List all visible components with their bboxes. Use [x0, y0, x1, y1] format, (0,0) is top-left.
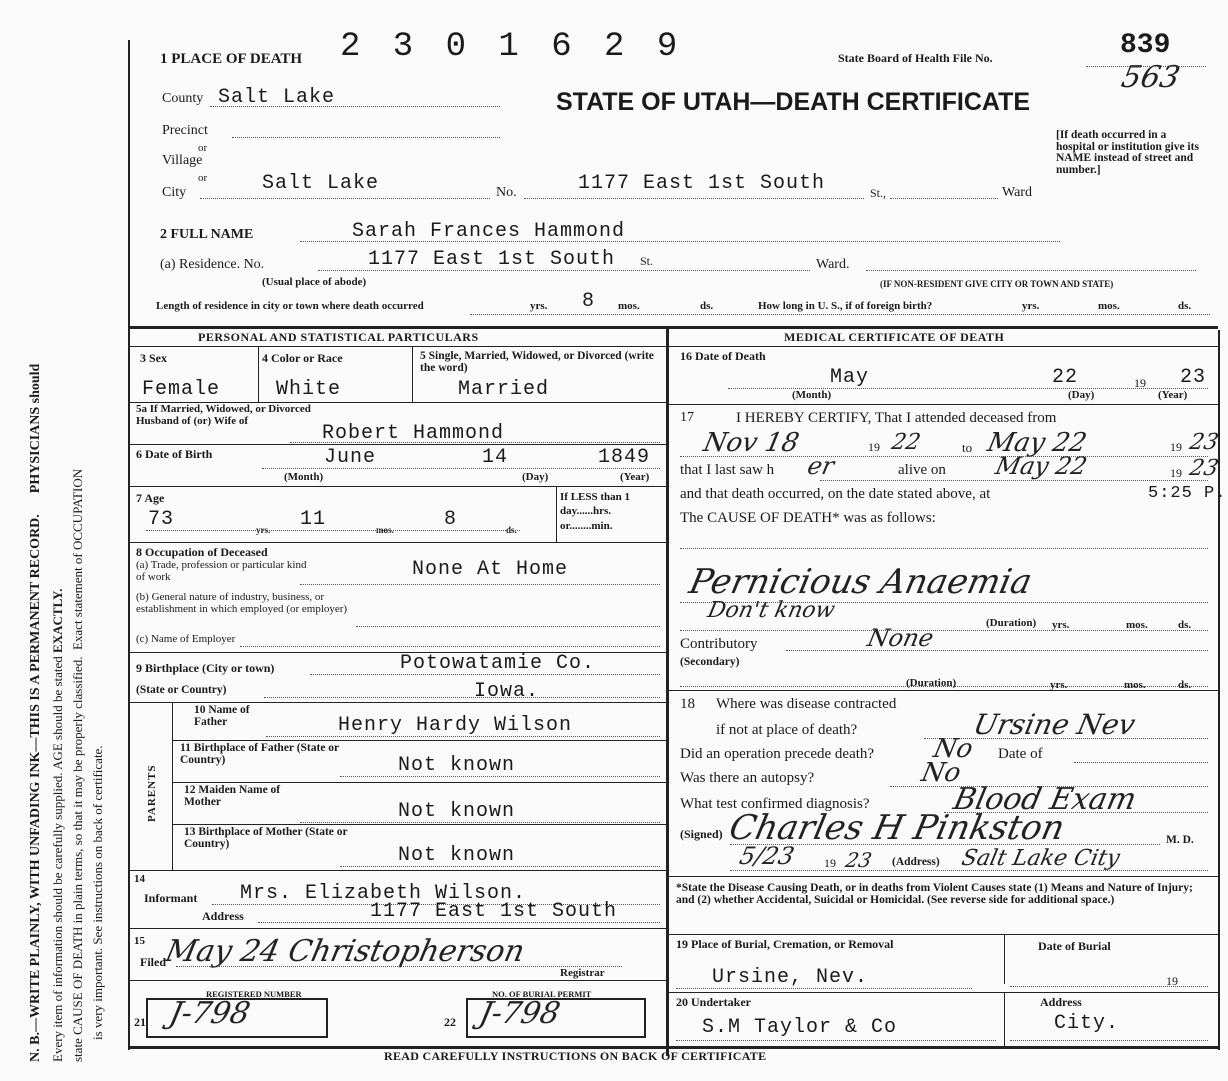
occupation-a-label: (a) Trade, profession or particular kind of work: [136, 559, 307, 583]
section-top-rule: [128, 326, 1218, 329]
how-long-us-label: How long in U. S., if of foreign birth?: [758, 300, 933, 312]
sex-label: 3 Sex: [140, 351, 167, 365]
margin-note-3b-text: Exact statement of OCCUPATION: [70, 468, 85, 651]
cause-yrs-label: yrs.: [1052, 619, 1070, 631]
margin-note-4: [90, 745, 106, 1040]
where-contracted-label-2: if not at place of death?: [716, 722, 858, 738]
alive-year: 23: [1187, 456, 1221, 481]
margin-note-3: [70, 469, 86, 1062]
death-day-caption: (Day): [1068, 389, 1095, 401]
margin-note-2b-text: EXACTLY.: [50, 588, 65, 653]
personal-section-title: PERSONAL AND STATISTICAL PARTICULARS: [198, 330, 479, 344]
to-label: to: [962, 440, 973, 455]
left-border: [128, 40, 130, 1050]
dob-year: 1849: [598, 446, 651, 469]
contrib-yrs-label: yrs.: [1050, 679, 1068, 691]
birthplace-label: 9 Birthplace (City or town): [136, 661, 275, 675]
birthplace-city: Potowatamie Co.: [400, 652, 596, 675]
burial-permit-label: NO. OF BURIAL PERMIT: [492, 989, 592, 999]
spouse-value: Robert Hammond: [322, 422, 505, 445]
contributory-label: Contributory: [680, 636, 758, 652]
operation-date-label: Date of: [998, 746, 1043, 762]
or-label-2: or: [198, 172, 208, 184]
md-label: M. D.: [1166, 834, 1194, 846]
length-mos-label: mos.: [618, 300, 640, 312]
informant-address-value: 1177 East 1st South: [370, 900, 618, 923]
undertaker-label: 20 Undertaker: [676, 995, 751, 1009]
cause-mos-label: mos.: [1126, 619, 1148, 631]
registered-number-prefix: 21: [134, 1015, 146, 1029]
autopsy-value: No: [918, 758, 964, 788]
length-residence-label: Length of residence in city or town where death occurred: [156, 300, 424, 312]
last-saw-pronoun: er: [805, 452, 837, 480]
residence-ward-label: Ward.: [816, 257, 850, 272]
color-race-value: White: [276, 378, 342, 401]
birthplace-state-label: (State or Country): [136, 684, 227, 696]
contributory-value: None: [865, 624, 937, 652]
mother-birthplace-label: 13 Birthplace of Mother (State or Country): [184, 826, 348, 851]
secondary-label: (Secondary): [680, 656, 740, 668]
precinct-label: Precinct: [162, 123, 208, 138]
burial-year-prefix: 19: [1166, 974, 1178, 988]
spouse-label: 5a If Married, Widowed, or Divorced Husband of (or) Wife of: [136, 403, 311, 427]
date-of-death-label: 16 Date of Death: [680, 349, 766, 363]
dob-label: 6 Date of Birth: [136, 447, 213, 461]
registered-number-label: REGISTERED NUMBER: [206, 989, 302, 999]
medical-section-title: MEDICAL CERTIFICATE OF DEATH: [784, 330, 1005, 344]
father-name-value: Henry Hardy Wilson: [338, 714, 573, 737]
cause-ds-label: ds.: [1178, 619, 1192, 631]
age-label: 7 Age: [136, 491, 165, 505]
center-divider: [666, 326, 669, 1056]
signed-label: (Signed): [680, 827, 723, 841]
mother-name-label: 12 Maiden Name of Mother: [184, 784, 281, 809]
less-than-day-label: If LESS than 1 day......hrs. or........min.: [560, 491, 631, 532]
us-ds-label: ds.: [1178, 300, 1192, 312]
death-occurred-label: and that death occurred, on the date stated above, at: [680, 486, 991, 502]
death-month: May: [830, 366, 870, 389]
dob-month: June: [324, 446, 377, 469]
length-years-value: 8: [582, 290, 596, 313]
county-label: County: [162, 91, 204, 106]
to-year-prefix: 19: [1170, 440, 1182, 454]
alive-on-label: alive on: [898, 462, 946, 478]
sex-value: Female: [142, 378, 221, 401]
physician-signature: Charles H Pinkston: [725, 808, 1069, 848]
dob-year-caption: (Year): [620, 471, 650, 483]
mother-birthplace-value: Not known: [398, 844, 516, 867]
signed-year: 23: [843, 848, 875, 872]
from-year-prefix: 19: [868, 440, 880, 454]
informant-value: Mrs. Elizabeth Wilson.: [240, 882, 527, 905]
margin-note-4-text: is very important. See instructions on back of certificate.: [90, 745, 105, 1040]
father-birthplace-label: 11 Birthplace of Father (State or Country): [180, 742, 339, 767]
filed-label: Filed: [140, 955, 166, 969]
age-mos-caption: mos.: [376, 525, 394, 535]
margin-note-2: [50, 589, 66, 1063]
where-contracted-label: Where was disease contracted: [716, 696, 897, 712]
city-label: City: [162, 185, 187, 200]
burial-place-value: Ursine, Nev.: [712, 966, 869, 989]
city-value: Salt Lake: [262, 172, 380, 195]
certify-number: 17: [680, 410, 694, 425]
margin-note-3-text: state CAUSE OF DEATH in plain terms, so that it may be properly classified.: [70, 656, 85, 1062]
length-yrs-label: yrs.: [530, 300, 548, 312]
margin-note-1: [28, 364, 44, 1062]
filed-signature: May 24 Christopherson: [162, 934, 528, 969]
informant-number: 14: [134, 873, 145, 885]
where-contracted-value: Ursine Nev: [970, 708, 1139, 741]
attended-to-year: 23: [1187, 430, 1221, 455]
occupation-label: 8 Occupation of Deceased: [136, 545, 268, 559]
margin-note-2-text: Every item of information should be carefully supplied. AGE should be stated: [50, 656, 65, 1062]
occupation-c-label: (c) Name of Employer: [136, 633, 236, 645]
contrib-ds-label: ds.: [1178, 679, 1192, 691]
cause-footnote: *State the Disease Causing Death, or in deaths from Violent Causes state (1) Means and Nature of Injury; and (2) whether Accidental, Suicidal or Homicidal. (See reverse side for additional space.): [676, 882, 1193, 907]
informant-address-label: Address: [202, 909, 244, 923]
burial-place-label: 19 Place of Burial, Cremation, or Removal: [676, 937, 894, 951]
informant-label: Informant: [144, 891, 198, 905]
father-birthplace-value: Not known: [398, 754, 516, 777]
residence-st-label: St.: [640, 254, 654, 268]
certificate-title: STATE OF UTAH—DEATH CERTIFICATE: [556, 88, 1031, 116]
file-number: 839: [1120, 30, 1171, 61]
alive-on-date: May 22: [993, 452, 1090, 480]
physician-address-label: (Address): [892, 856, 940, 868]
q18-number: 18: [680, 696, 695, 712]
file-number-secondary: 563: [1118, 60, 1183, 95]
county-value: Salt Lake: [218, 86, 336, 109]
dob-day-caption: (Day): [522, 471, 549, 483]
last-saw-label: that I last saw h: [680, 462, 775, 478]
full-name-label: 2 FULL NAME: [160, 227, 254, 242]
age-months: 11: [300, 508, 327, 531]
contrib-mos-label: mos.: [1124, 679, 1146, 691]
burial-permit-value: J-798: [476, 996, 564, 1031]
age-ds-caption: ds.: [506, 525, 517, 535]
registrar-label: Registrar: [560, 967, 605, 979]
death-day: 22: [1052, 366, 1079, 389]
burial-date-label: Date of Burial: [1038, 939, 1111, 953]
street-address: 1177 East 1st South: [578, 172, 826, 195]
certify-text: I HEREBY CERTIFY, That I attended deceased from: [736, 410, 1057, 426]
operation-label: Did an operation precede death?: [680, 746, 875, 762]
undertaker-address-value: City.: [1054, 1012, 1120, 1035]
birthplace-state: Iowa.: [474, 680, 540, 703]
death-year-caption: (Year): [1158, 389, 1188, 401]
death-year-prefix: 19: [1134, 376, 1146, 390]
attended-to: May 22: [984, 428, 1090, 458]
undertaker-value: S.M Taylor & Co: [702, 1016, 898, 1039]
us-mos-label: mos.: [1098, 300, 1120, 312]
margin-note-1b-text: PHYSICIANS should: [28, 363, 43, 494]
signed-date: 5/23: [737, 842, 797, 870]
cause-duration-label: (Duration): [986, 617, 1037, 629]
dob-month-caption: (Month): [284, 471, 324, 483]
marital-status-value: Married: [458, 378, 550, 401]
death-time: 5:25 P.: [1148, 484, 1227, 503]
test-label: What test confirmed diagnosis?: [680, 796, 870, 812]
occupation-b-label: (b) General nature of industry, business, or establishment in which employed (or employer): [136, 591, 348, 615]
age-years: 73: [148, 508, 175, 531]
full-name-value: Sarah Frances Hammond: [352, 220, 626, 243]
file-no-label: State Board of Health File No.: [838, 51, 993, 65]
street-no-label: No.: [496, 185, 517, 200]
margin-note-1-text: N. B.—WRITE PLAINLY, WITH UNFADING INK—THIS IS A PERMANENT RECORD.: [28, 514, 43, 1062]
occupation-value: None At Home: [412, 558, 569, 581]
attended-from-year: 22: [889, 430, 923, 455]
parents-label: PARENTS: [146, 764, 158, 822]
death-month-caption: (Month): [792, 389, 832, 401]
st-label: St.,: [870, 186, 887, 200]
residence-label: (a) Residence. No.: [160, 257, 265, 272]
alive-year-prefix: 19: [1170, 466, 1182, 480]
residence-value: 1177 East 1st South: [368, 248, 616, 271]
non-resident-note: (IF NON-RESIDENT GIVE CITY OR TOWN AND STATE): [880, 279, 1114, 289]
autopsy-label: Was there an autopsy?: [680, 770, 815, 786]
us-yrs-label: yrs.: [1022, 300, 1040, 312]
test-value: Blood Exam: [950, 782, 1140, 817]
attended-from: Nov 18: [700, 428, 802, 458]
age-yrs-caption: yrs.: [256, 525, 271, 535]
age-days: 8: [444, 508, 458, 531]
certificate-number: 2 3 0 1 6 2 9: [340, 28, 684, 66]
hospital-note: [If death occurred in a hospital or institution give its NAME instead of street and number.]: [1056, 129, 1199, 176]
village-label: Village: [162, 153, 203, 168]
marital-status-label: 5 Single, Married, Widowed, or Divorced (write the word): [420, 350, 654, 375]
burial-permit-prefix: 22: [444, 1015, 456, 1029]
instructions-footer: READ CAREFULLY INSTRUCTIONS ON BACK OF CERTIFICATE: [384, 1049, 767, 1063]
cause-of-death-label: The CAUSE OF DEATH* was as follows:: [680, 510, 936, 526]
cause-duration-value: Don't know: [705, 598, 838, 623]
undertaker-address-label: Address: [1040, 995, 1082, 1009]
contributory-duration-label: (Duration): [906, 677, 957, 689]
signed-year-prefix: 19: [824, 856, 836, 870]
or-label-1: or: [198, 142, 208, 154]
usual-place-label: (Usual place of abode): [262, 276, 367, 288]
filed-number: 15: [134, 935, 145, 947]
father-name-label: 10 Name of Father: [194, 704, 250, 729]
registered-number-value: J-798: [166, 996, 254, 1031]
death-year: 23: [1180, 366, 1207, 389]
mother-name-value: Not known: [398, 800, 516, 823]
operation-value: No: [930, 734, 976, 764]
physician-address: Salt Lake City: [959, 846, 1122, 871]
cause-of-death-value: Pernicious Anaemia: [685, 562, 1036, 602]
length-ds-label: ds.: [700, 300, 714, 312]
ward-label: Ward: [1002, 185, 1032, 200]
place-of-death-label: 1 PLACE OF DEATH: [160, 51, 303, 67]
dob-day: 14: [482, 446, 509, 469]
color-race-label: 4 Color or Race: [262, 351, 343, 365]
